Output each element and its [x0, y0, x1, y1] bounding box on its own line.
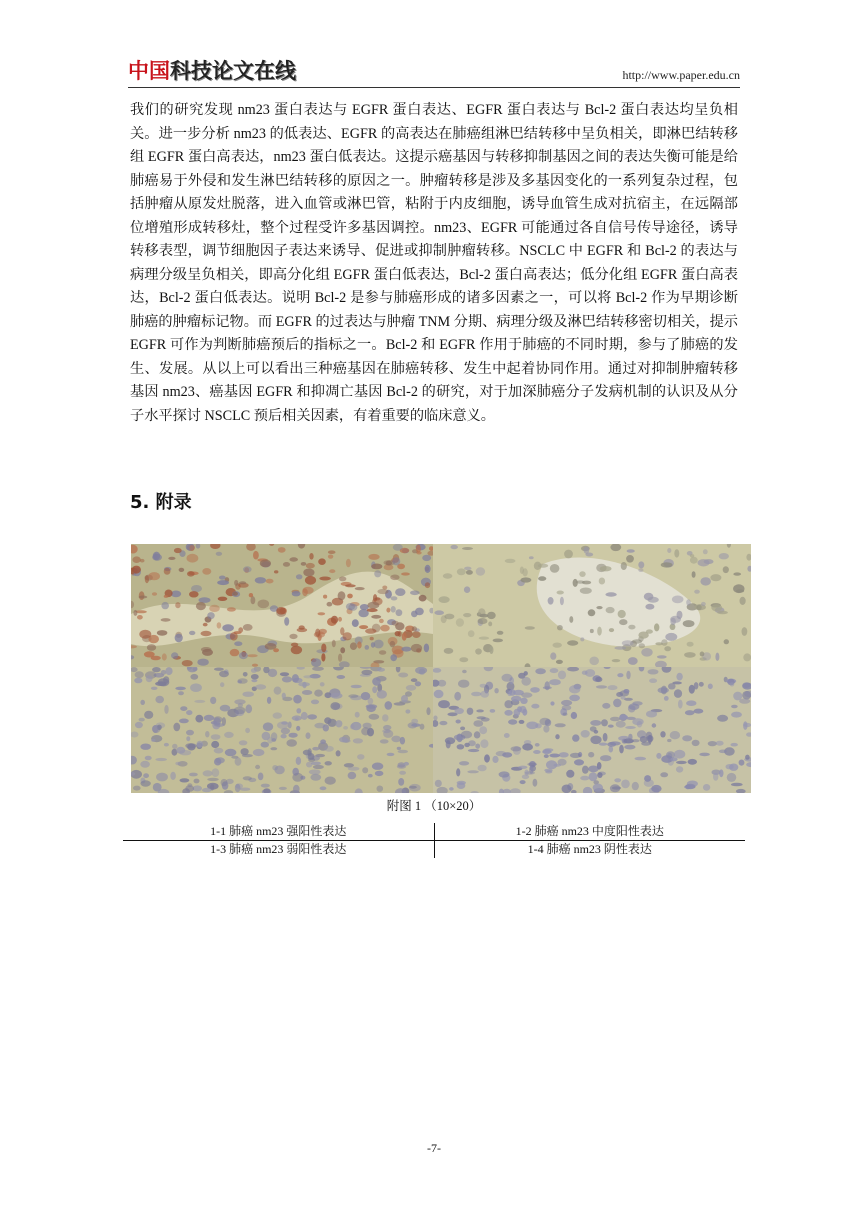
page-number: -7- [427, 1141, 441, 1155]
micrograph-1-1 [131, 544, 433, 667]
logo-text-sci-paper-online: 科技论文在线 [170, 59, 296, 83]
figure-micrographs [131, 544, 751, 793]
header-url[interactable]: http://www.paper.edu.cn [622, 68, 740, 82]
page-header [128, 58, 740, 86]
legend-cell-1-2: 1-2 肺癌 nm23 中度阳性表达 [515, 824, 664, 838]
journal-logo [128, 58, 296, 84]
legend-cell-1-1: 1-1 肺癌 nm23 强阳性表达 [123, 823, 435, 840]
body-paragraph: 我们的研究发现 nm23 蛋白表达与 EGFR 蛋白表达、EGFR 蛋白表达与 Bcl-2 蛋白表达均呈负相关。进一步分析 nm23 的低表达、EGFR 的高表达在肺癌组淋巴结转移中呈负相关，即淋巴结转移组 EGFR 蛋白高表达，nm23 蛋白低表达。这提示癌基因与转移抑制基因之间的表达失衡可能是给肺癌易于外侵和发生淋巴结转移的原因之一。肿瘤转移是涉及多基因变化的一系列复杂过程，包括肿瘤从原发灶脱落，进入血管或淋巴管，粘附于内皮细胞，诱导血管生成对抗宿主，在远隔部位增殖形成转移灶，整个过程受许多基因调控。nm23、EGFR 可能通过各自信号传导途径，诱导转移表型，调节细胞因子表达来诱导、促进或抑制肿瘤转移。NSCLC 中 EGFR 和 Bcl-2 的表达与病理分级呈负相关，即高分化组 EGFR 蛋白低表达，Bcl-2 蛋白高表达；低分化组 EGFR 蛋白高表达，Bcl-2 蛋白低表达。说明 Bcl-2 是参与肺癌形成的诸多因素之一，可以将 Bcl-2 作为早期诊断肺癌的肿瘤标记物。而 EGFR 的过表达与肿瘤 TNM 分期、病理分级及淋巴结转移密切相关，提示 EGFR 可作为判断肺癌预后的指标之一。Bcl-2 和 EGFR 作用于肺癌的不同时期，参与了肺癌的发生、发展。从以上可以看出三种癌基因在肺癌转移、发生中起着协同作用。通过对抑制肿瘤转移基因 nm23、癌基因 EGFR 和抑凋亡基因 Bcl-2 的研究，对于加深肺癌分子发病机制的认识及从分子水平探讨 NSCLC 预后相关因素，有着重要的临床意义。 [130, 102, 738, 424]
legend-row [123, 841, 745, 858]
micrograph-1-2 [433, 544, 751, 667]
legend-cell-1-4: 1-4 肺癌 nm23 阴性表达 [527, 842, 652, 856]
figure-caption: 附图 1 （10×20） [386, 799, 482, 813]
header-divider [128, 87, 740, 88]
micrograph-1-4 [433, 667, 751, 793]
section-heading-appendix: 5. 附录 [130, 492, 192, 513]
logo-text-china: 中国 [128, 59, 170, 83]
legend-row [123, 823, 745, 841]
figure-legend-table [123, 823, 745, 858]
micrograph-1-3 [131, 667, 433, 793]
legend-cell-1-3: 1-3 肺癌 nm23 弱阳性表达 [123, 841, 435, 858]
